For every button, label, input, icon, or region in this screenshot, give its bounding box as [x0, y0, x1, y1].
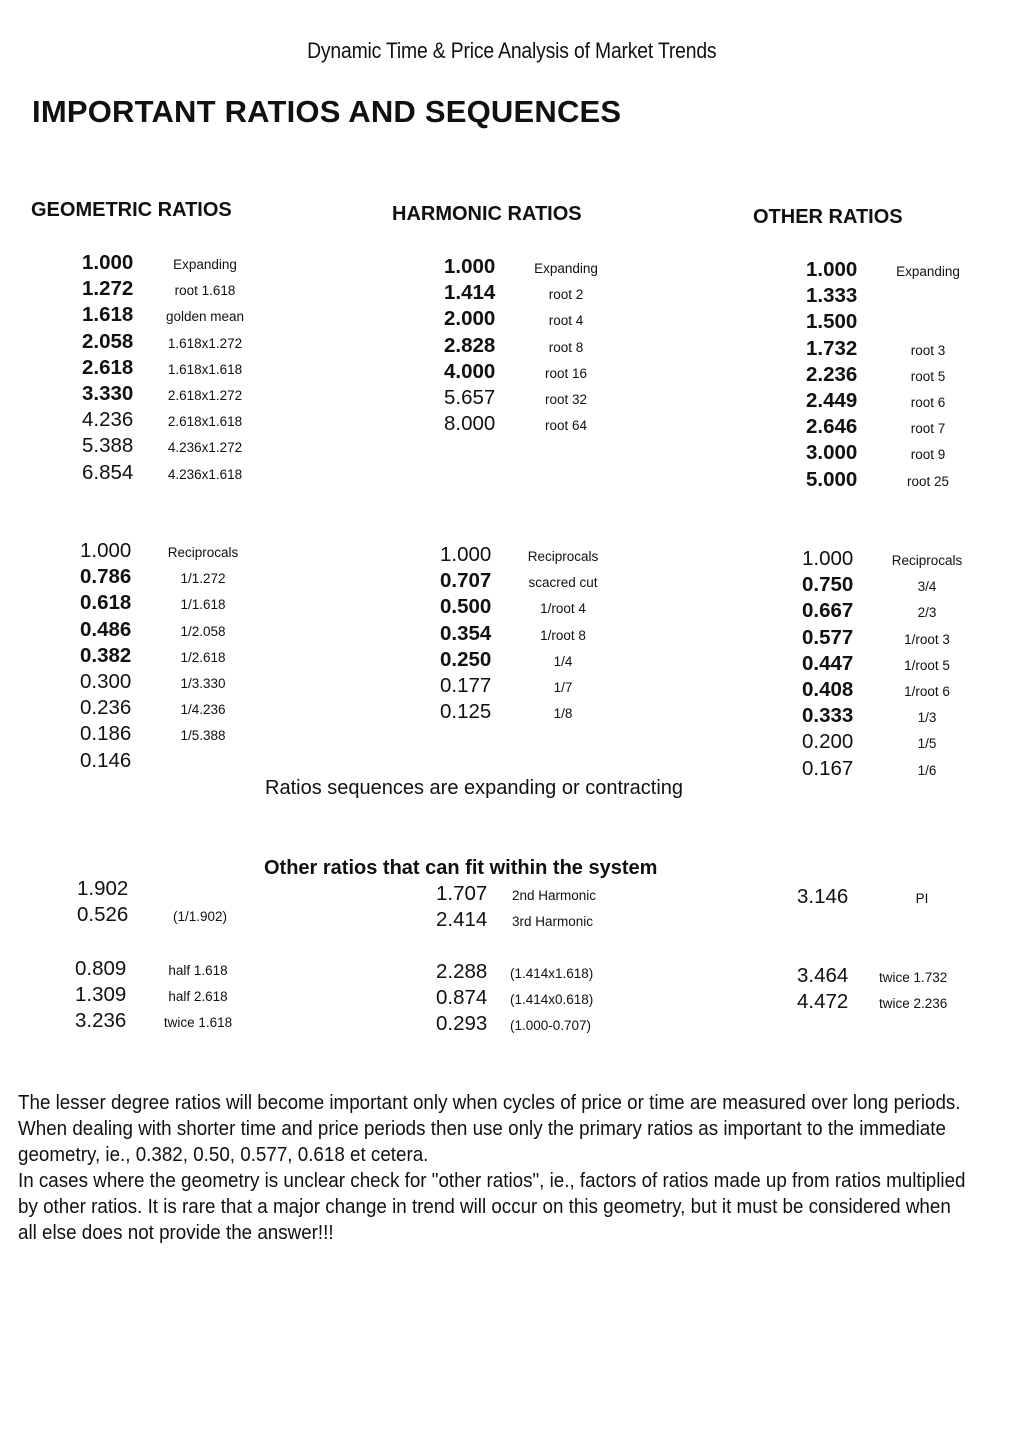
- ratio-value: 2.288: [436, 960, 488, 983]
- ratio-label: Reciprocals: [891, 553, 963, 568]
- ratio-label: half 1.618: [168, 963, 228, 978]
- ratio-value: 0.500: [440, 595, 492, 619]
- ratio-value: 0.382: [80, 643, 132, 667]
- ratio-label: root 2: [548, 287, 584, 303]
- explanatory-notes: [18, 1090, 966, 1246]
- ratio-value: 0.750: [802, 573, 854, 597]
- ratio-value: 0.146: [80, 748, 132, 772]
- ratio-value: 0.667: [802, 599, 854, 623]
- ratio-label: twice 2.236: [879, 996, 948, 1012]
- ratio-label: root 16: [544, 365, 588, 381]
- ratio-value: 8.000: [444, 412, 496, 436]
- ratio-label: PI: [915, 891, 929, 906]
- ratio-label: twice 1.618: [163, 1015, 233, 1031]
- ratio-value: 0.333: [802, 704, 854, 728]
- ratio-value: 3.236: [75, 1009, 127, 1033]
- ratio-label: (1.000-0.707): [510, 1018, 592, 1034]
- ratio-label: 1/5.388: [180, 728, 226, 744]
- ratio-value: 1.732: [806, 336, 858, 360]
- ratio-label: root 9: [910, 447, 946, 463]
- other-ratios-heading: OTHER RATIOS: [753, 206, 903, 228]
- ratio-label: root 1.618: [174, 283, 236, 299]
- ratio-label: 2/3: [917, 605, 937, 621]
- ratio-value: 0.354: [440, 621, 492, 645]
- ratio-value: 1.000: [444, 255, 496, 278]
- ratio-label: 1/1.272: [180, 571, 226, 587]
- ratio-value: 0.408: [802, 677, 854, 701]
- geometric-ratios-heading: GEOMETRIC RATIOS: [31, 199, 232, 221]
- ratio-label: twice 1.732: [879, 970, 948, 985]
- ratio-value: 2.058: [82, 329, 134, 353]
- ratio-value: 1.500: [806, 310, 858, 334]
- ratio-value: 1.309: [75, 983, 127, 1007]
- ratio-value: 1.000: [806, 258, 858, 281]
- ratio-label: 1/4.236: [180, 702, 226, 718]
- ratio-label: Expanding: [896, 264, 960, 279]
- ratio-label: root 4: [548, 313, 584, 329]
- ratio-value: 2.828: [444, 333, 496, 357]
- ratio-label: 2.618x1.272: [167, 387, 243, 403]
- ratio-label: half 2.618: [168, 989, 228, 1005]
- ratio-value: 0.577: [802, 625, 854, 649]
- ratio-label: 1.618x1.618: [167, 361, 243, 377]
- ratio-value: 3.146: [797, 885, 849, 908]
- ratio-label: 1/root 3: [904, 631, 950, 647]
- ratio-value: 0.250: [440, 647, 492, 671]
- sequence-note: Ratios sequences are expanding or contracting: [265, 777, 684, 799]
- ratio-value: 1.333: [806, 284, 858, 308]
- ratio-label: root 8: [548, 339, 584, 355]
- ratio-label: root 7: [910, 421, 946, 437]
- ratio-label: scacred cut: [528, 575, 598, 591]
- ratio-value: 0.707: [440, 569, 492, 593]
- ratio-value: 3.330: [82, 381, 134, 405]
- ratio-label: root 64: [544, 418, 588, 434]
- ratio-label: 2nd Harmonic: [512, 888, 597, 903]
- ratio-value: 0.300: [80, 669, 132, 693]
- ratio-label: (1/1.902): [172, 909, 228, 925]
- ratio-value: 0.526: [77, 903, 129, 927]
- ratio-value: 1.902: [77, 877, 129, 900]
- ratio-label: 1/3.330: [180, 675, 226, 691]
- ratio-value: 2.414: [436, 908, 488, 932]
- ratio-label: golden mean: [165, 309, 245, 325]
- note-paragraph: In cases where the geometry is unclear check for "other ratios", ie., factors of ratios made up from ratios multiplied by other ratios. It is rare that a major change in trend will occur on this geometry, but it must be considered when all else does not provide the answer!!!: [18, 1170, 966, 1244]
- ratio-label: Reciprocals: [167, 545, 239, 560]
- ratio-value: 2.646: [806, 415, 858, 439]
- ratio-label: 1/root 8: [540, 627, 586, 643]
- note-paragraph: When dealing with shorter time and price periods then use only the primary ratios as important to the immediate geometry, ie., 0.382, 0.50, 0.577, 0.618 et cetera.: [18, 1118, 946, 1166]
- ratio-value: 1.000: [802, 547, 854, 570]
- ratio-label: 3/4: [917, 579, 937, 595]
- ratio-label: 1/root 5: [904, 657, 950, 673]
- ratio-value: 1.272: [82, 277, 134, 301]
- ratio-value: 1.618: [82, 303, 134, 327]
- ratio-value: 3.464: [797, 964, 849, 987]
- harmonic-ratios-heading: HARMONIC RATIOS: [392, 203, 582, 225]
- ratio-label: Expanding: [534, 261, 598, 276]
- ratio-value: 0.809: [75, 957, 127, 980]
- ratio-value: 1.414: [444, 281, 496, 305]
- ratio-value: 2.000: [444, 307, 496, 331]
- ratio-value: 4.472: [797, 990, 849, 1014]
- ratio-value: 0.200: [802, 730, 854, 754]
- ratio-value: 1.707: [436, 882, 488, 905]
- ratio-value: 2.449: [806, 388, 858, 412]
- ratio-label: root 32: [544, 391, 588, 407]
- note-paragraph: The lesser degree ratios will become important only when cycles of price or time are measured over long periods.: [18, 1092, 961, 1114]
- ratio-value: 0.236: [80, 696, 132, 720]
- ratio-label: 1/1.618: [180, 597, 226, 613]
- ratio-value: 0.447: [802, 651, 854, 675]
- ratio-label: 1/2.618: [180, 649, 226, 665]
- ratio-label: 2.618x1.618: [167, 414, 243, 430]
- ratio-label: 1/5: [917, 736, 937, 752]
- ratio-label: (1.414x1.618): [510, 966, 594, 981]
- ratio-value: 1.000: [80, 539, 132, 562]
- page-title: IMPORTANT RATIOS AND SEQUENCES: [32, 94, 622, 129]
- ratio-value: 5.657: [444, 385, 496, 409]
- ratio-value: 0.125: [440, 700, 492, 724]
- ratio-value: 0.177: [440, 673, 492, 697]
- ratio-value: 4.236: [82, 408, 134, 432]
- ratio-label: 1/3: [917, 710, 937, 726]
- ratio-label: Reciprocals: [527, 549, 599, 564]
- ratio-value: 0.486: [80, 617, 132, 641]
- ratio-value: 1.000: [82, 251, 134, 274]
- ratio-label: 3rd Harmonic: [512, 914, 594, 930]
- ratio-label: 4.236x1.618: [167, 466, 243, 482]
- ratio-label: Expanding: [173, 257, 237, 272]
- ratio-label: 1/4: [553, 653, 573, 669]
- ratio-value: 0.618: [80, 591, 132, 615]
- ratio-label: 1/6: [917, 762, 937, 778]
- ratio-label: (1.414x0.618): [510, 992, 594, 1008]
- ratio-label: 1.618x1.272: [167, 335, 243, 351]
- ratio-value: 0.186: [80, 722, 132, 746]
- ratio-value: 6.854: [82, 460, 134, 484]
- ratio-value: 5.388: [82, 434, 134, 458]
- ratio-value: 2.618: [82, 355, 134, 379]
- ratio-value: 4.000: [444, 359, 496, 383]
- ratio-label: 1/7: [553, 679, 573, 695]
- ratio-value: 1.000: [440, 543, 492, 566]
- ratio-value: 0.167: [802, 756, 854, 780]
- ratio-label: root 3: [910, 342, 946, 358]
- ratio-value: 3.000: [806, 441, 858, 465]
- ratio-value: 2.236: [806, 362, 858, 386]
- ratio-label: root 25: [906, 473, 950, 489]
- ratio-value: 0.293: [436, 1012, 488, 1036]
- document-subtitle: Dynamic Time & Price Analysis of Market Trends: [307, 38, 717, 63]
- ratio-value: 0.874: [436, 986, 488, 1010]
- ratio-label: 1/8: [553, 706, 573, 722]
- ratio-label: 1/root 6: [904, 683, 950, 699]
- ratio-label: 4.236x1.272: [167, 440, 243, 456]
- ratio-label: 1/root 4: [540, 601, 586, 617]
- other-fit-heading: Other ratios that can fit within the system: [264, 857, 658, 879]
- ratio-value: 0.786: [80, 565, 132, 589]
- ratio-value: 5.000: [806, 467, 858, 491]
- ratio-label: 1/2.058: [180, 623, 226, 639]
- ratio-label: root 6: [910, 394, 946, 410]
- ratio-label: root 5: [910, 368, 946, 384]
